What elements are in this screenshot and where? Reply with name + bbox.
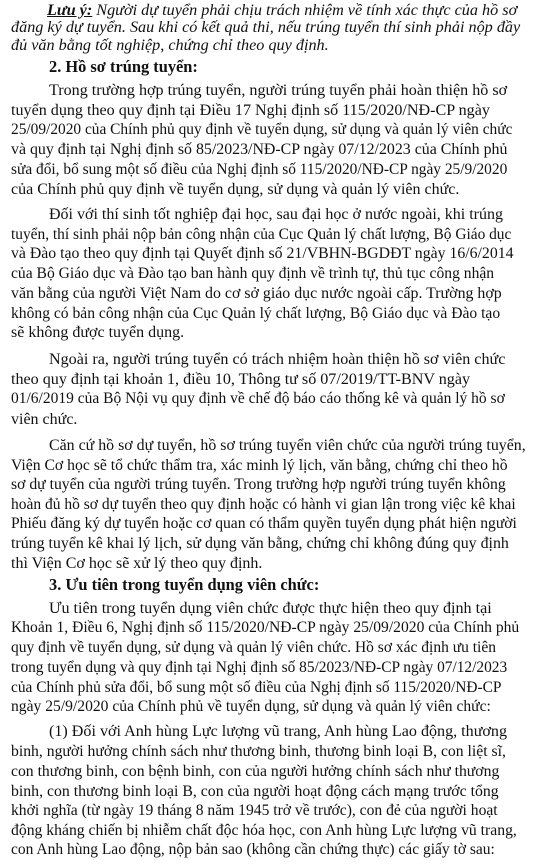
s3-p2-line-2: binh, người hưởng chính sách như thương binh, thương binh loại B, con liệt sĩ, [11,743,506,761]
s3-p2-line-6: động kháng chiến bị nhiễm chất độc hóa học, con Anh hùng Lực lượng vũ trang, [11,821,517,839]
s2-p4-line-2: Viện Cơ học sẽ tổ chức thẩm tra, xác minh lý lịch, văn bằng, chứng chỉ theo hồ [11,457,508,474]
s2-p2-line-6: không có bản công nhận của Cục Quản lý chất lượng, Bộ Giáo dục và Đào tạo [11,304,501,322]
note-line-1 [47,1,517,19]
s2-p1-line-5: sửa đổi, bổ sung một số điều của Nghị định số 115/2020/NĐ-CP ngày 25/9/2020 [11,160,508,178]
s2-p2-line-2: tuyển, thí sinh phải nộp bản công nhận của Cục Quản lý chất lượng, Bộ Giáo dục [11,226,512,244]
note-line-3: đủ văn bằng tốt nghiệp, chứng chỉ theo quy định. [11,35,329,54]
s2-p2-line-3: và Đào tạo theo quy định tại Quyết định số 21/VBHN-BGDĐT ngày 16/6/2014 [11,245,514,263]
s3-p2-line-4: binh, con thương binh loại B, con của người hoạt động cách mạng trước tổng [11,782,499,800]
section-2-heading: 2. Hồ sơ trúng tuyển: [49,56,198,76]
s2-p2-line-1: Đối với thí sinh tốt nghiệp đại học, sau đại học ở nước ngoài, khi trúng [49,206,503,224]
s3-p2-line-1: (1) Đối với Anh hùng Lực lượng vũ trang, Anh hùng Lao động, thương [49,723,508,741]
s3-p1-line-1: Ưu tiên trong tuyển dụng viên chức được thực hiện theo quy định tại [49,600,492,618]
s2-p4-line-5: Phiếu đăng ký dự tuyển hoặc cơ quan có thẩm quyền tuyển dụng phát hiện người [11,515,517,533]
s2-p4-line-3: sơ dự tuyển của người trúng tuyển. Trong trường hợp người trúng tuyển không [11,476,506,494]
s2-p2-line-5: văn bằng của người Việt Nam do cơ sở giáo dục nước ngoài cấp. Trường hợp [11,284,502,302]
s2-p4-line-1: Căn cứ hồ sơ dự tuyển, hồ sơ trúng tuyển viên chức của người trúng tuyển, [49,436,526,454]
s2-p2-line-7: sẽ không được tuyển dụng. [11,323,185,341]
note-line-2: đăng ký dự tuyển. Sau khi có kết quả thi, nếu trúng tuyển thí sinh phải nộp đầy [11,18,521,37]
s2-p2-line-4: của Bộ Giáo dục và Đào tạo ban hành quy định về trình tự, thủ tục công nhận [11,265,495,283]
s2-p4-line-6: trúng tuyển kê khai lý lịch, sử dụng văn bằng, chứng chỉ không đúng quy định [11,535,509,553]
s2-p1-line-6: của Chính phủ quy định về tuyển dụng, sử dụng và quản lý viên chức. [11,180,460,198]
s3-p2-line-3: con thương binh, con bệnh binh, con của người hưởng chính sách như thương [11,762,500,780]
s2-p3-line-3: 01/6/2019 của Bộ Nội vụ quy định về chế độ báo cáo thống kê và quản lý hồ sơ [11,390,505,408]
s3-p2-line-7: con Anh hùng Lao động, nộp bản sao (không cần chứng thực) các giấy tờ sau: [11,841,495,858]
s2-p3-line-2: theo quy định tại khoản 1, điều 10, Thông tư số 07/2019/TT-BNV ngày [11,371,471,389]
note-label: Lưu ý: [47,0,93,19]
s3-p1-line-5: của Chính phủ sửa đổi, bổ sung một số điều của Nghị định số 115/2020/NĐ-CP [11,678,502,696]
s3-p1-line-6: ngày 25/9/2020 của Chính phủ về tuyển dụng, sử dụng và quản lý viên chức: [11,697,491,715]
s3-p2-line-5: khởi nghĩa (từ ngày 19 tháng 8 năm 1945 trở về trước), con đẻ của người hoạt [11,801,498,819]
s2-p3-line-4: viên chức. [11,410,78,428]
s2-p4-line-7: thì Viện Cơ học sẽ xử lý theo quy định. [11,554,263,572]
s2-p4-line-4: hoàn đủ hồ sơ dự tuyển theo quy định hoặc có hành vi gian lận trong việc kê khai [11,496,516,514]
s2-p1-line-1: Trong trường hợp trúng tuyển, người trúng tuyển phải hoàn thiện hồ sơ [49,82,508,100]
s3-p1-line-3: quy định về tuyển dụng, sử dụng và quản lý viên chức. Hồ sơ xác định ưu tiên [11,639,496,657]
note-text-1: Người dự tuyển phải chịu trách nhiệm về tính xác thực của hồ sơ [92,0,518,19]
s3-p1-line-2: Khoản 1, Điều 6, Nghị định số 115/2020/NĐ-CP ngày 25/09/2020 của Chính phủ [11,619,520,637]
s2-p1-line-3: 25/09/2020 của Chính phủ quy định về tuyển dụng, sử dụng và quản lý viên chức [11,121,513,139]
s2-p3-line-1: Ngoài ra, người trúng tuyển có trách nhiệm hoàn thiện hồ sơ viên chức [49,351,506,369]
s2-p1-line-4: và quy định tại Nghị định số 85/2023/NĐ-CP ngày 07/12/2023 của Chính phủ [11,141,508,159]
s2-p1-line-2: tuyển dụng theo quy định tại Điều 17 Nghị định số 115/2020/NĐ-CP ngày [11,102,490,120]
section-3-heading: 3. Ưu tiên trong tuyển dụng viên chức: [49,574,320,594]
s3-p1-line-4: trong tuyển dụng và quy định tại Nghị định số 85/2023/NĐ-CP ngày 07/12/2023 [11,658,508,676]
